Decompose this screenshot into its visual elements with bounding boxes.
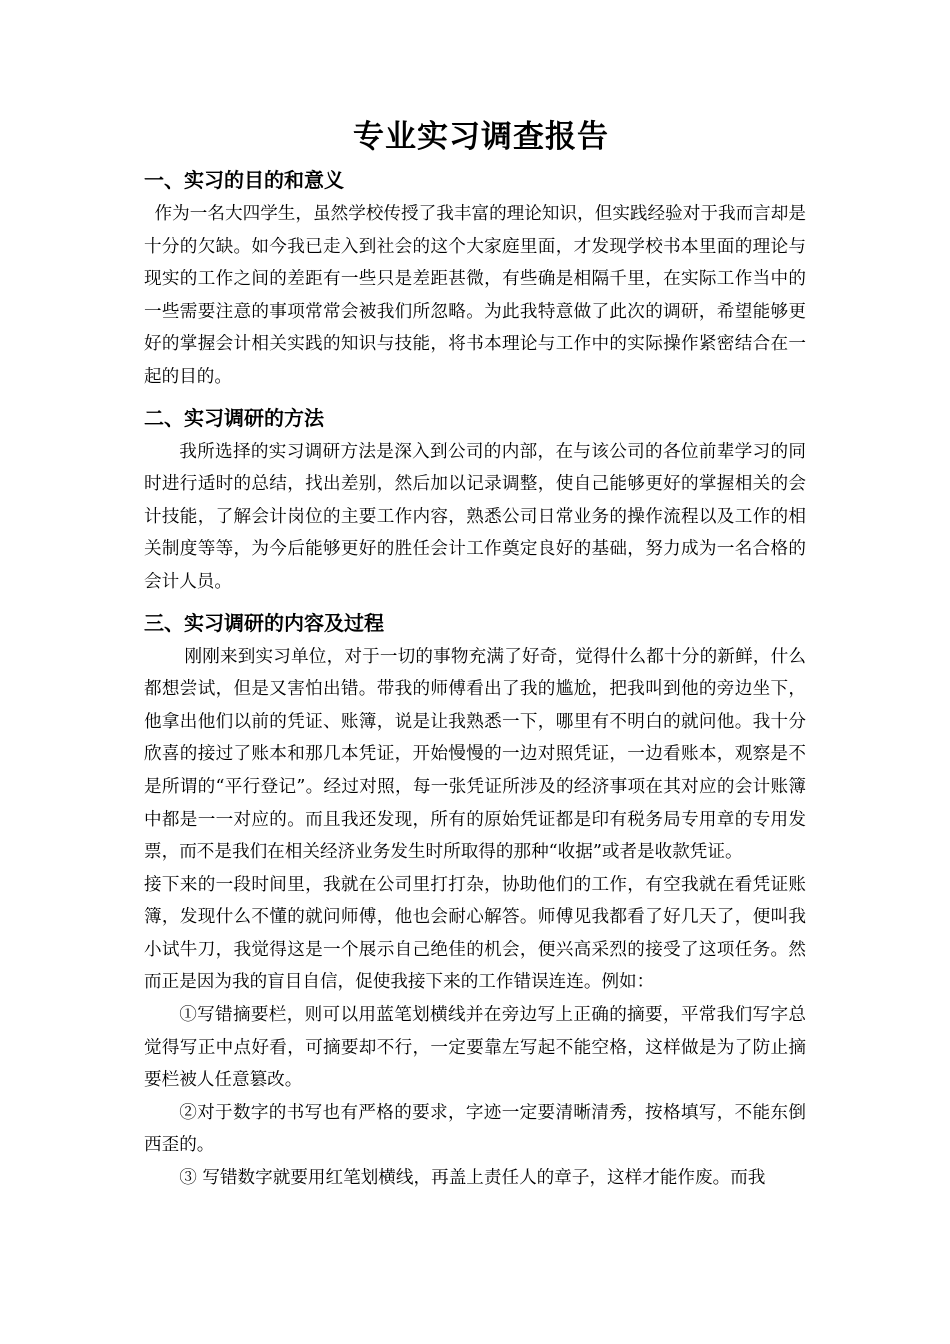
list-item-number-correction: ③ 写错数字就要用红笔划横线，再盖上责任人的章子，这样才能作废。而我 — [179, 1168, 766, 1189]
paragraph-process-2: 接下来的一段时间里，我就在公司里打打杂，协助他们的工作，有空我就在看凭证账簿，发现什么不懂的就问师傅，他也会耐心解答。师傅见我都看了好几天了，便叫我小试牛刀，我觉得这是一个展示自己绝佳的机会，便兴高采烈的接受了这项任务。然而正是因为我的盲目自信，促使我接下来的工作错误连连。例如： — [144, 874, 806, 993]
list-item-summary-column: ①写错摘要栏，则可以用蓝笔划横线并在旁边写上正确的摘要，平常我们写字总觉得写正中点好看，可摘要却不行，一定要靠左写起不能空格，这样做是为了防止摘要栏被人任意篡改。 — [144, 1005, 806, 1091]
paragraph-purpose: 作为一名大四学生，虽然学校传授了我丰富的理论知识，但实践经验对于我而言却是十分的欠缺。如今我已走入到社会的这个大家庭里面，才发现学校书本里面的理论与现实的工作之间的差距有一些只是差距甚微，有些确是相隔千里，在实际工作当中的一些需要注意的事项常常会被我们所忽略。为此我特意做了此次的调研，希望能够更好的掌握会计相关实践的知识与技能，将书本理论与工作中的实际操作紧密结合在一起的目的。 — [144, 204, 806, 387]
paragraph-method: 我所选择的实习调研方法是深入到公司的内部，在与该公司的各位前辈学习的同时进行适时的总结，找出差别，然后加以记录调整，使自己能够更好的掌握相关的会计技能，了解会计岗位的主要工作内容，熟悉公司日常业务的操作流程以及工作的相关制度等等，为今后能够更好的胜任会计工作奠定良好的基础，努力成为一名合格的会计人员。 — [144, 441, 806, 592]
document-body — [144, 112, 806, 1195]
section-heading-purpose: 一、实习的目的和意义 — [144, 168, 344, 192]
list-item-number-writing: ②对于数字的书写也有严格的要求，字迹一定要清晰清秀，按格填写，不能东倒西歪的。 — [144, 1102, 806, 1156]
section-heading-method: 二、实习调研的方法 — [144, 405, 324, 430]
paragraph-process-1: 刚刚来到实习单位，对于一切的事物充满了好奇，觉得什么都十分的新鲜，什么都想尝试，但是又害怕出错。带我的师傅看出了我的尴尬，把我叫到他的旁边坐下，他拿出他们以前的凭证、账簿，说是让我熟悉一下，哪里有不明白的就问他。我十分欣喜的接过了账本和那几本凭证，开始慢慢的一边对照凭证，一边看账本，观察是不是所谓的“平行登记”。经过对照，每一张凭证所涉及的经济事项在其对应的会计账簿中都是一一对应的。而且我还发现，所有的原始凭证都是印有税务局专用章的专用发票，而不是我们在相关经济业务发生时所取得的那种“收据”或者是收款凭证。 — [144, 646, 806, 863]
document-title: 专业实习调查报告 — [353, 119, 609, 155]
section-heading-process: 三、实习调研的内容及过程 — [144, 610, 384, 635]
